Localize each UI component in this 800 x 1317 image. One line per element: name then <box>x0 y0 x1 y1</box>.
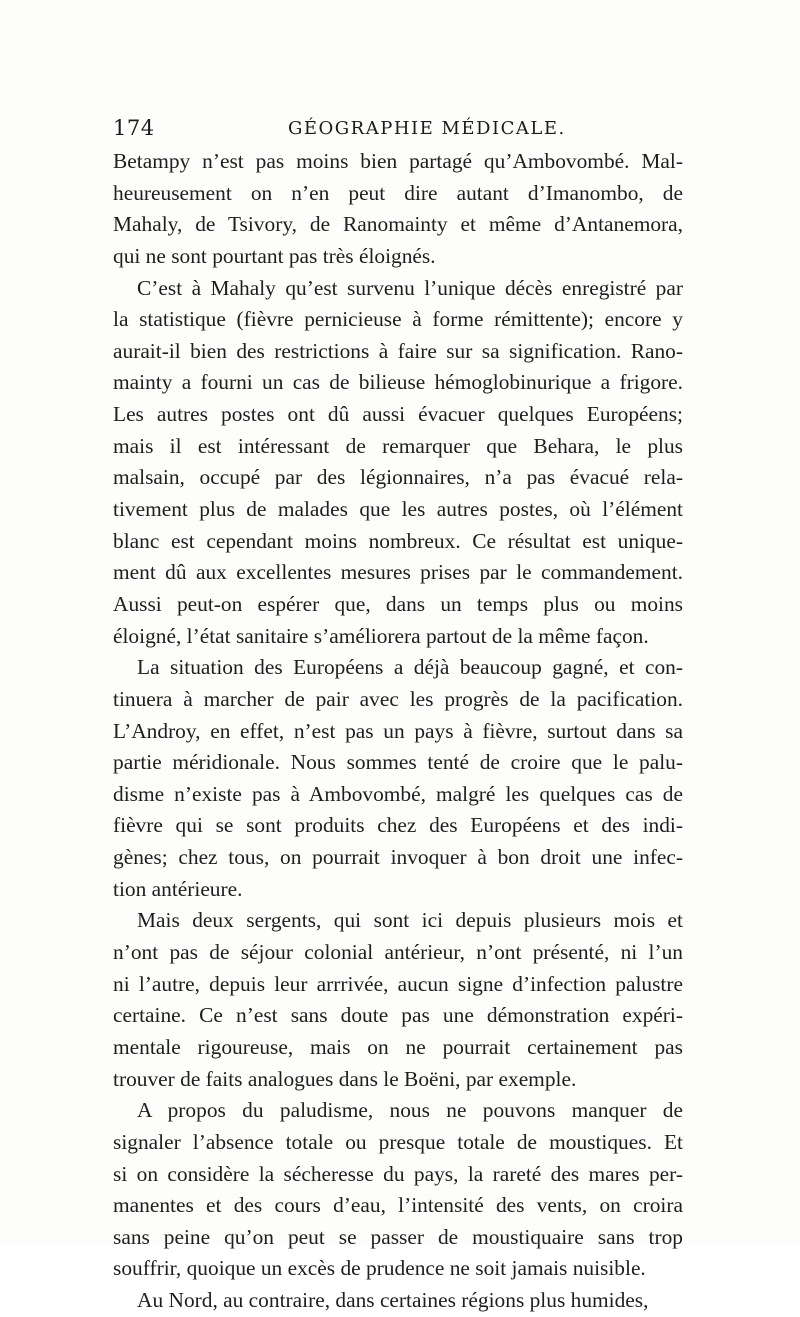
text-line: Au Nord, au contraire, dans certaines régions plus humides, <box>137 1288 649 1313</box>
text-line: signaler l’absence totale ou presque totale de moustiques. Et <box>113 1129 683 1154</box>
paragraph <box>113 905 683 1095</box>
text-line: Betampy n’est pas moins bien partagé qu’Ambovombé. Mal- <box>113 149 683 173</box>
text-line: ni l’autre, depuis leur arrrivée, aucun signe d’infection palustre <box>113 971 683 996</box>
body-text <box>113 146 683 1317</box>
text-line: certaine. Ce n’est sans doute pas une démonstration expéri- <box>113 1003 683 1028</box>
text-line: tion antérieure. <box>113 876 243 901</box>
text-line: fièvre qui se sont produits chez des Européens et des indi- <box>113 813 683 838</box>
paragraph <box>113 1095 683 1285</box>
text-line: malsain, occupé par des légionnaires, n’a pas évacué rela- <box>113 465 683 490</box>
text-line: A propos du paludisme, nous ne pouvons manquer de <box>137 1098 683 1123</box>
text-line: sans peine qu’on peut se passer de moustiquaire sans trop <box>113 1224 683 1249</box>
text-line: heureusement on n’en peut dire autant d’Imanombo, de <box>113 180 683 205</box>
text-line: mentale rigoureuse, mais on ne pourrait certainement pas <box>113 1034 683 1059</box>
text-line: partie méridionale. Nous sommes tenté de croire que le palu- <box>113 750 683 775</box>
text-line: gènes; chez tous, on pourrait invoquer à bon droit une infec- <box>113 845 683 870</box>
text-line: qui ne sont pourtant pas très éloignés. <box>113 243 436 268</box>
text-line: manentes et des cours d’eau, l’intensité des vents, on croira <box>113 1193 683 1218</box>
text-line: tinuera à marcher de pair avec les progrès de la pacification. <box>113 686 683 711</box>
text-line: trouver de faits analogues dans le Boëni, par exemple. <box>113 1066 577 1091</box>
text-line: Les autres postes ont dû aussi évacuer quelques Européens; <box>113 402 683 427</box>
paragraph <box>113 273 683 653</box>
paragraph <box>113 146 683 273</box>
text-line: ment dû aux excellentes mesures prises par le commandement. <box>113 560 683 585</box>
text-line: si on considère la sécheresse du pays, la rareté des mares per- <box>113 1161 683 1186</box>
text-line: Mais deux sergents, qui sont ici depuis plusieurs mois et <box>137 908 683 933</box>
text-line: mais il est intéressant de remarquer que Behara, le plus <box>113 433 683 458</box>
text-line: Mahaly, de Tsivory, de Ranomainty et même d’Antanemora, <box>113 212 683 237</box>
text-line: blanc est cependant moins nombreux. Ce résultat est unique- <box>113 528 683 553</box>
paragraph <box>113 1285 683 1317</box>
page-header <box>113 110 683 144</box>
text-line: Aussi peut-on espérer que, dans un temps plus ou moins <box>113 591 683 616</box>
paragraph <box>113 652 683 905</box>
text-line: n’ont pas de séjour colonial antérieur, n’ont présenté, ni l’un <box>113 940 683 965</box>
text-line: éloigné, l’état sanitaire s’améliorera partout de la même façon. <box>113 623 649 648</box>
text-line: la statistique (fièvre pernicieuse à forme rémittente); encore y <box>113 307 683 332</box>
text-line: C’est à Mahaly qu’est survenu l’unique décès enregistré par <box>137 275 683 300</box>
text-line: disme n’existe pas à Ambovombé, malgré les quelques cas de <box>113 781 683 806</box>
text-line: La situation des Européens a déjà beaucoup gagné, et con- <box>137 655 683 680</box>
text-line: aurait-il bien des restrictions à faire sur sa signification. Rano- <box>113 338 683 363</box>
text-line: tivement plus de malades que les autres postes, où l’élément <box>113 497 683 522</box>
text-line: souffrir, quoique un excès de prudence ne soit jamais nuisible. <box>113 1256 646 1281</box>
running-title: GÉOGRAPHIE MÉDICALE. <box>288 118 566 139</box>
text-line: mainty a fourni un cas de bilieuse hémoglobinurique a frigore. <box>113 370 683 395</box>
text-line: L’Androy, en effet, n’est pas un pays à fièvre, surtout dans sa <box>113 718 683 743</box>
page-number: 174 <box>113 116 155 140</box>
